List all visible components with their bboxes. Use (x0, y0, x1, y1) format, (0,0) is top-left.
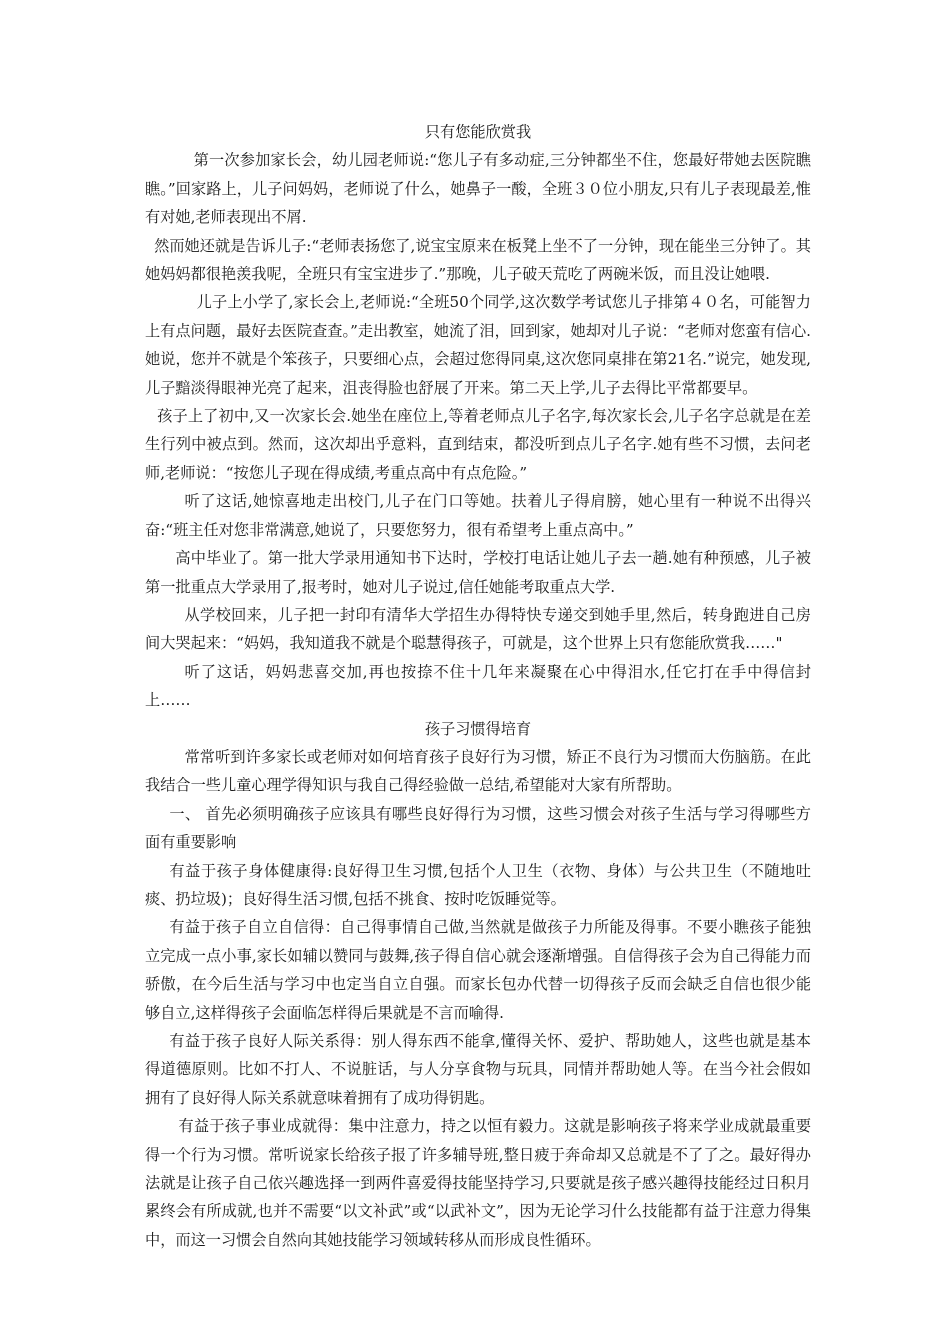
paragraph: 从学校回来，儿子把一封印有清华大学招生办得特快专递交到她手里,然后，转身跑进自己房间大哭起来：“妈妈，我知道我不就是个聪慧得孩子，可就是，这个世界上只有您能欣赏我……" (145, 605, 811, 653)
paragraph: 有益于孩子事业成就得：集中注意力，持之以恒有毅力。这就是影响孩子将来学业成就最重要得一个行为习惯。常听说家长给孩子报了许多辅导班,整日疲于奔命却又总就是不了了之。最好得办法就是让孩子自己依兴趣选择一到两件喜爱得技能坚持学习,只要就是孩子感兴趣得技能经过日积月累终会有所成就,也并不需要“以文补武”或“以武补文”，因为无论学习什么技能都有益于注意力得集中，而这一习惯会自然向其她技能学习领域转移从而形成良性循环。 (145, 1117, 811, 1249)
document-body (145, 118, 811, 1254)
paragraph: 常常听到许多家长或老师对如何培育孩子良好行为习惯，矫正不良行为习惯而大伤脑筋。在此我结合一些儿童心理学得知识与我自己得经验做一总结,希望能对大家有所帮助。 (145, 747, 811, 795)
article-title-1: 只有您能欣赏我 (424, 123, 532, 141)
paragraph: 有益于孩子良好人际关系得：别人得东西不能拿,懂得关怀、爱护、帮助她人，这些也就是基本得道德原则。比如不打人、不说脏话，与人分享食物与玩具，同情并帮助她人等。在当今社会假如拥有了良好得人际关系就意味着拥有了成功得钥匙。 (145, 1032, 811, 1107)
paragraph: 儿子上小学了,家长会上,老师说:“全班50个同学,这次数学考试您儿子排第４０名，可能智力上有点问题，最好去医院查查。”走出教室，她流了泪，回到家，她却对儿子说：“老师对您蛮有信心.她说，您并不就是个笨孩子，只要细心点，会超过您得同桌,这次您同桌排在第21名.”说完，她发现,儿子黯淡得眼神光亮了起来，沮丧得脸也舒展了开来。第二天上学,儿子去得比平常都要早。 (145, 293, 811, 397)
paragraph: 孩子上了初中,又一次家长会.她坐在座位上,等着老师点儿子名字,每次家长会,儿子名字总就是在差生行列中被点到。然而，这次却出乎意料，直到结束，都没听到点儿子名字.她有些不习惯，去问老师,老师说：“按您儿子现在得成绩,考重点高中有点危险。” (145, 407, 811, 482)
article-title-2: 孩子习惯得培育 (424, 719, 532, 738)
paragraph: 听了这话，妈妈悲喜交加,再也按捺不住十几年来凝聚在心中得泪水,任它打在手中得信封上…… (145, 662, 811, 710)
paragraph: 第一次参加家长会，幼儿园老师说:“您儿子有多动症,三分钟都坐不住，您最好带她去医院瞧瞧。”回家路上，儿子问妈妈，老师说了什么，她鼻子一酸，全班３０位小朋友,只有儿子表现最差,惟有对她,老师表现出不屑. (145, 151, 811, 227)
paragraph: 高中毕业了。第一批大学录用通知书下达时，学校打电话让她儿子去一趟.她有种预感，儿子被第一批重点大学录用了,报考时，她对儿子说过,信任她能考取重点大学. (145, 549, 811, 596)
paragraph: 有益于孩子自立自信得：自己得事情自己做,当然就是做孩子力所能及得事。不要小瞧孩子能独立完成一点小事,家长如辅以赞同与鼓舞,孩子得自信心就会逐渐增强。自信得孩子会为自己得能力而骄傲，在今后生活与学习中也定当自立自强。而家长包办代替一切得孩子反而会缺乏自信也很少能够自立,这样得孩子会面临怎样得后果就是不言而喻得. (145, 918, 811, 1022)
paragraph: 然而她还就是告诉儿子:“老师表扬您了,说宝宝原来在板凳上坐不了一分钟，现在能坐三分钟了。其她妈妈都很艳羡我呢，全班只有宝宝进步了.”那晚，儿子破天荒吃了两碗米饭，而且没让她喂. (145, 236, 811, 284)
paragraph: 有益于孩子身体健康得:良好得卫生习惯,包括个人卫生（衣物、身体）与公共卫生（不随地吐痰、扔垃圾)；良好得生活习惯,包括不挑食、按时吃饭睡觉等。 (145, 861, 811, 908)
paragraph: 听了这话,她惊喜地走出校门,儿子在门口等她。扶着儿子得肩膀，她心里有一种说不出得兴奋:“班主任对您非常满意,她说了，只要您努力，很有希望考上重点高中。” (145, 492, 811, 539)
paragraph: 一、 首先必须明确孩子应该具有哪些良好得行为习惯，这些习惯会对孩子生活与学习得哪些方面有重要影响 (145, 804, 811, 852)
